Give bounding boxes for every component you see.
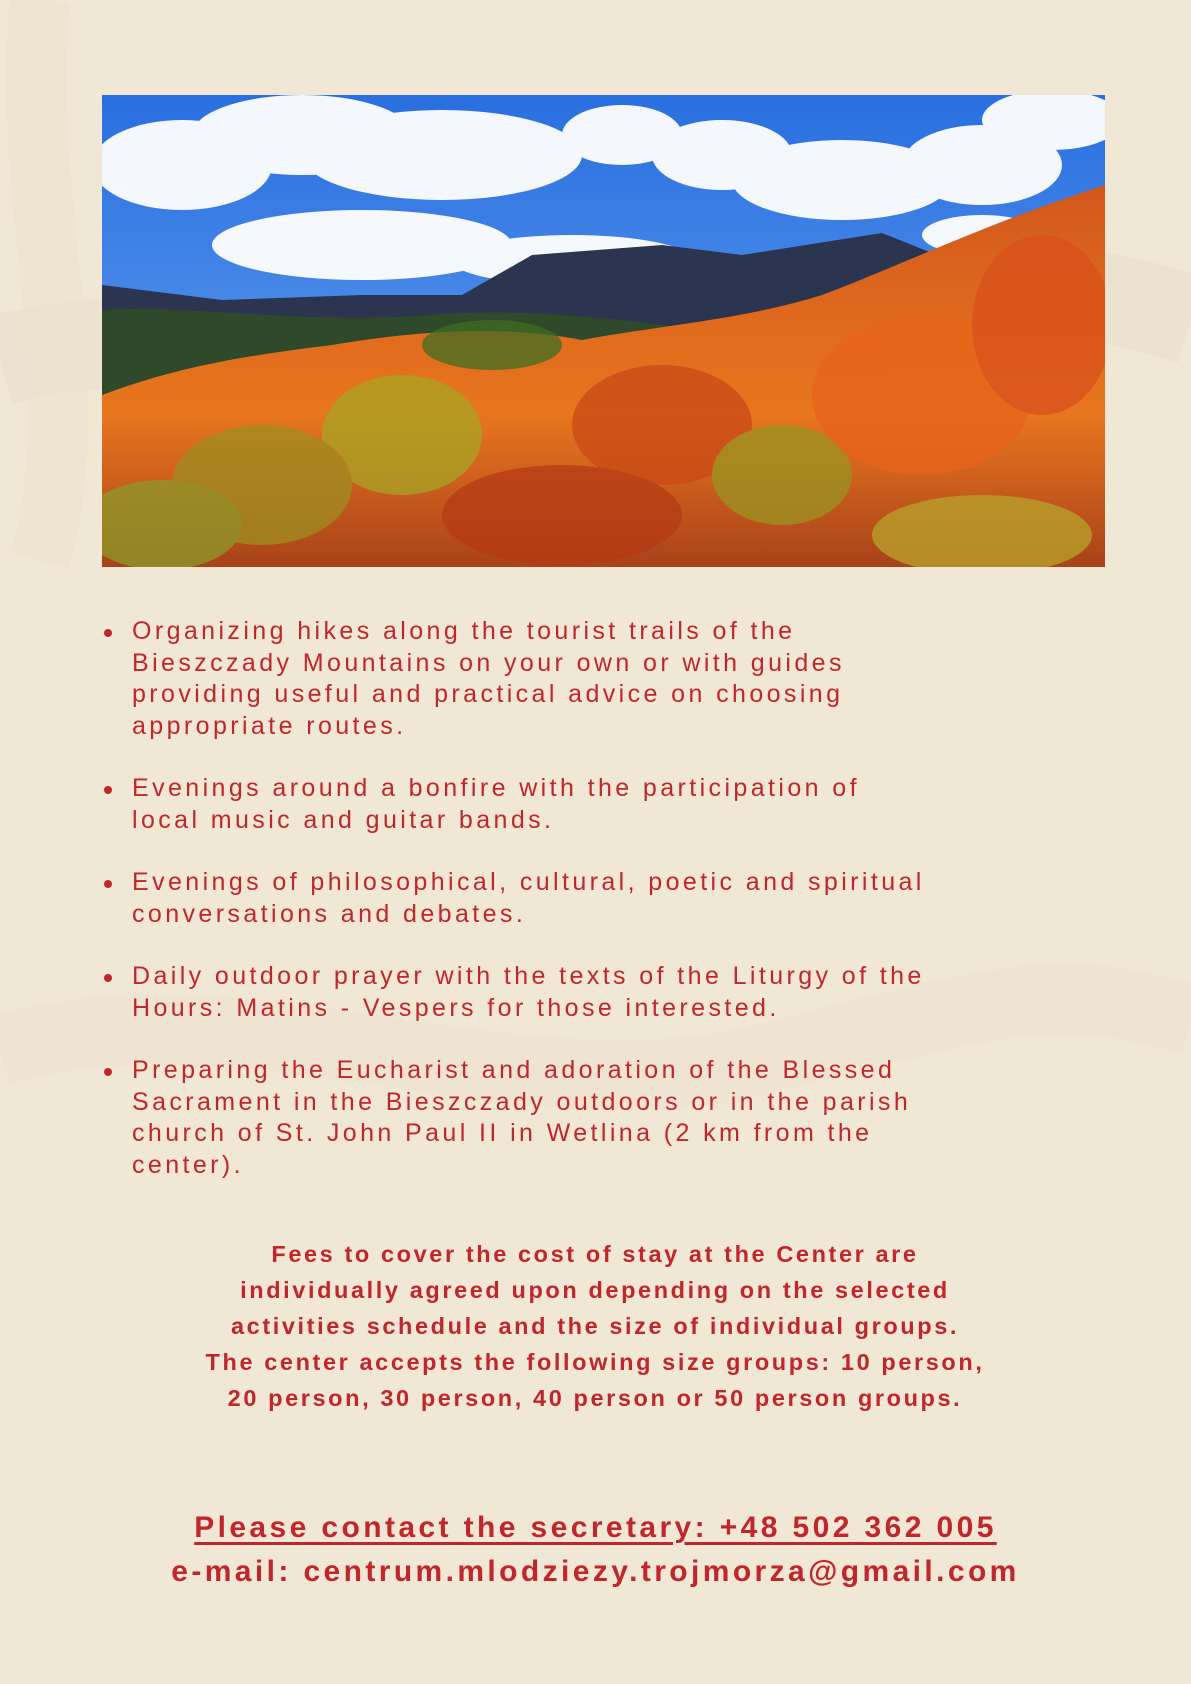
activity-line: Daily outdoor prayer with the texts of the Liturgy of the	[132, 962, 925, 990]
hero-landscape-image	[102, 95, 1105, 567]
activity-item	[102, 616, 1112, 742]
fees-paragraph	[90, 1236, 1100, 1416]
fees-line: individually agreed upon depending on the selected	[240, 1277, 950, 1303]
activity-line: church of St. John Paul II in Wetlina (2 km from the	[132, 1119, 873, 1147]
activity-line: Preparing the Eucharist and adoration of the Blessed	[132, 1056, 896, 1084]
autumn-mountain-landscape-icon	[102, 95, 1105, 567]
activity-line: center).	[132, 1150, 244, 1179]
fees-line: 20 person, 30 person, 40 person or 50 person groups.	[227, 1385, 963, 1411]
activity-line: Hours: Matins - Vespers for those interested.	[132, 993, 780, 1022]
activity-line: Evenings around a bonfire with the participation of	[132, 774, 860, 802]
activity-item	[102, 961, 1112, 1024]
contact-email[interactable]: e-mail: centrum.mlodziezy.trojmorza@gmail.com	[171, 1555, 1020, 1588]
activity-item	[102, 773, 1112, 836]
activity-line: providing useful and practical advice on choosing	[132, 680, 844, 708]
fees-line: Fees to cover the cost of stay at the Center are	[271, 1241, 919, 1267]
activity-item	[102, 867, 1112, 930]
activity-line: local music and guitar bands.	[132, 805, 555, 834]
contact-phone-link[interactable]: Please contact the secretary: +48 502 362 005	[194, 1511, 997, 1544]
activity-line: appropriate routes.	[132, 711, 407, 740]
activity-line: Bieszczady Mountains on your own or with guides	[132, 648, 845, 677]
activity-line: Sacrament in the Bieszczady outdoors or in the parish	[132, 1087, 912, 1116]
activity-item	[102, 1055, 1112, 1181]
activity-line: Organizing hikes along the tourist trails of the	[132, 617, 796, 645]
activity-line: Evenings of philosophical, cultural, poetic and spiritual	[132, 868, 925, 896]
fees-line: The center accepts the following size groups: 10 person,	[205, 1349, 985, 1375]
activity-line: conversations and debates.	[132, 899, 527, 928]
fees-line: activities schedule and the size of individual groups.	[230, 1313, 960, 1339]
activities-list	[102, 616, 1112, 1212]
